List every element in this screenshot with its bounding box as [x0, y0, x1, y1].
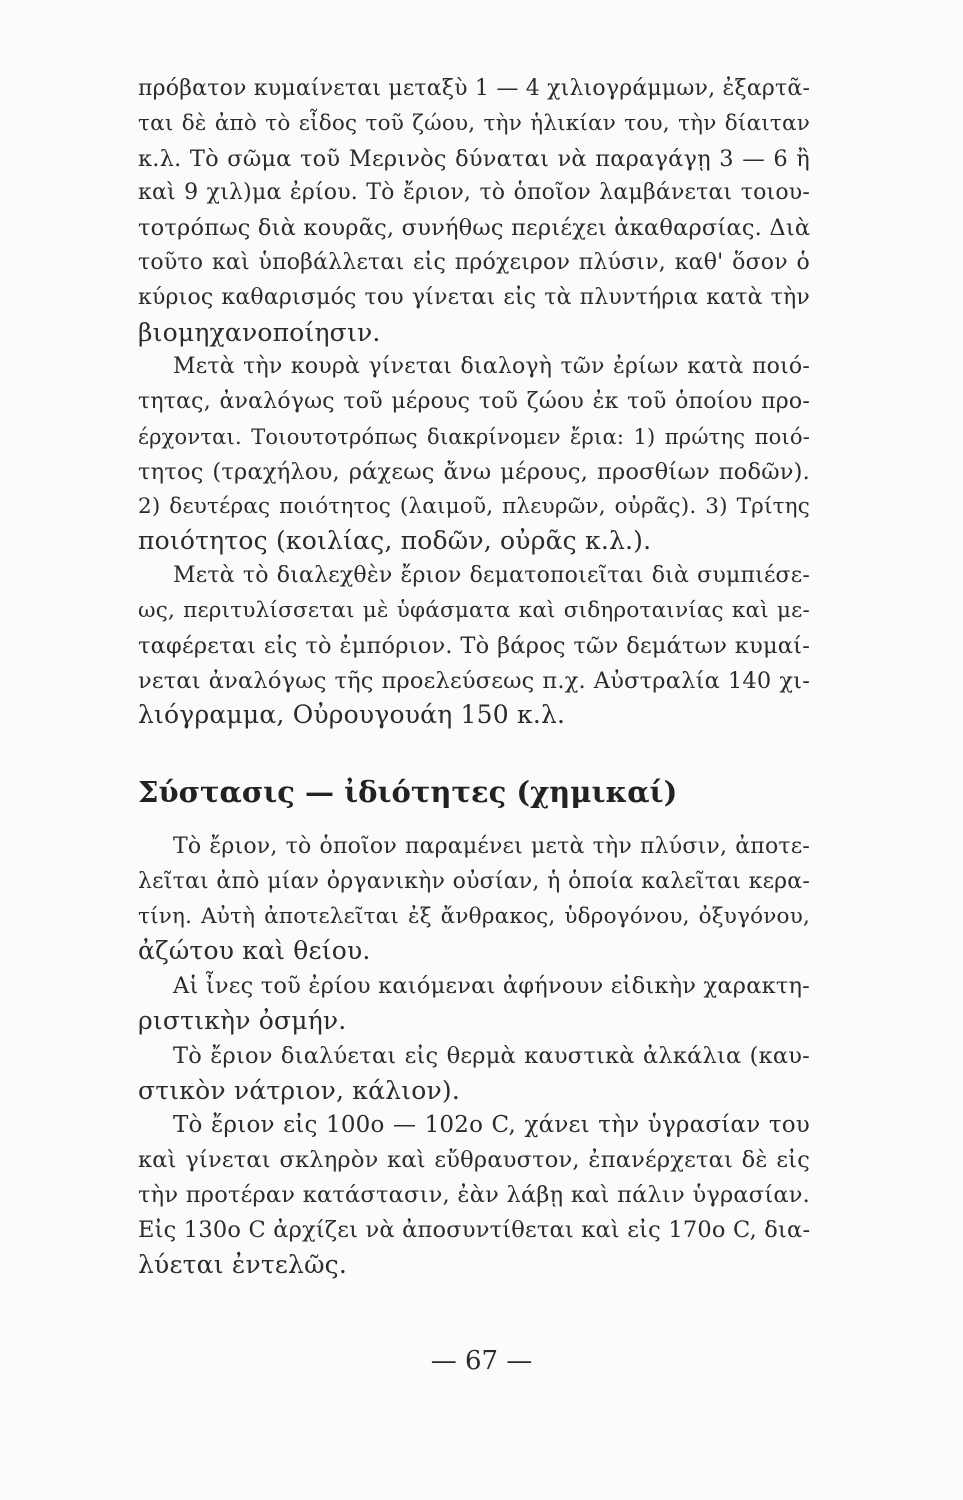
text-line: νεται ἀναλόγως τῆς προελεύσεως π.χ. Αὐστραλία 140 χι-: [138, 667, 810, 694]
text-line: λιόγραμμα, Οὐρουγουάη 150 κ.λ.: [138, 700, 566, 730]
text-line: τοτρόπως διὰ κουρᾶς, συνήθως περιέχει ἀκαθαρσίας. Διὰ: [138, 215, 811, 242]
text-line: καὶ 9 χιλ)μα ἐρίου. Τὸ ἔριον, τὸ ὁποῖον λαμβάνεται τοιου-: [138, 180, 810, 206]
body-text-bottom: [138, 830, 810, 1282]
text-line: ται δὲ ἀπὸ τὸ εἶδος τοῦ ζώου, τὴν ἡλικίαν του, τὴν δίαιταν: [138, 110, 810, 136]
text-line: Μετὰ τὸ διαλεχθὲν ἔριον δεματοποιεῖται διὰ συμπιέσε-: [173, 563, 810, 589]
page-number: — 67 —: [430, 1346, 533, 1376]
text-line: ταφέρεται εἰς τὸ ἐμπόριον. Τὸ βάρος τῶν δεμάτων κυμαί-: [138, 632, 810, 659]
text-line: Τὸ ἔριον εἰς 100ο — 102ο C, χάνει τὴν ὑγρασίαν του: [173, 1112, 810, 1139]
text-line: ἀζώτου καὶ θείου.: [138, 936, 371, 966]
text-line: τοῦτο καὶ ὑποβάλλεται εἰς πρόχειρον πλύσιν, καθ' ὅσον ὁ: [138, 249, 810, 275]
text-line: πρόβατον κυμαίνεται μεταξὺ 1 — 4 χιλιογράμμων, ἐξαρτᾶ-: [138, 76, 811, 101]
text-line: ριστικὴν ὀσμήν.: [138, 1005, 347, 1035]
text-line: καὶ γίνεται σκληρὸν καὶ εὔθραυστον, ἐπανέρχεται δὲ εἰς: [138, 1147, 810, 1174]
text-line: λεῖται ἀπὸ μίαν ὀργανικὴν οὐσίαν, ἡ ὁποία καλεῖται κερα-: [138, 868, 810, 894]
text-line: Εἰς 130ο C ἀρχίζει νὰ ἀποσυντίθεται καὶ εἰς 170ο C, δια-: [138, 1216, 811, 1243]
text-line: τίνη. Αὐτὴ ἀποτελεῖται ἐξ ἄνθρακος, ὑδρογόνου, ὀξυγόνου,: [138, 903, 810, 929]
text-line: στικὸν νάτριον, κάλιον).: [138, 1075, 460, 1105]
text-line: Αἱ ἶνες τοῦ ἐρίου καιόμεναι ἀφήνουν εἰδικὴν χαρακτη-: [173, 973, 810, 1000]
text-line: ποιότητος (κοιλίας, ποδῶν, οὐρᾶς κ.λ.).: [138, 526, 652, 556]
text-line: βιομηχανοποίησιν.: [138, 317, 381, 347]
text-line: τὴν προτέραν κατάστασιν, ἐὰν λάβῃ καὶ πάλιν ὑγρασίαν.: [138, 1181, 810, 1208]
text-line: τητας, ἀναλόγως τοῦ μέρους τοῦ ζώου ἐκ τοῦ ὁποίου προ-: [138, 389, 810, 415]
body-text-top: [138, 72, 810, 733]
text-line: κύριος καθαρισμός του γίνεται εἰς τὰ πλυντήρια κατὰ τὴν: [138, 284, 810, 310]
text-line: Μετὰ τὴν κουρὰ γίνεται διαλογὴ τῶν ἐρίων κατὰ ποιό-: [173, 354, 810, 380]
section-heading: Σύστασις — ἰδιότητες (χημικαί): [138, 775, 678, 809]
text-line: Τὸ ἔριον, τὸ ὁποῖον παραμένει μετὰ τὴν πλύσιν, ἀποτε-: [173, 834, 810, 859]
text-line: κ.λ. Τὸ σῶμα τοῦ Μερινὸς δύναται νὰ παραγάγῃ 3 — 6 ἢ: [138, 145, 810, 172]
text-line: λύεται ἐντελῶς.: [138, 1249, 348, 1279]
text-line: τητος (τραχήλου, ράχεως ἄνω μέρους, προσθίων ποδῶν).: [138, 458, 810, 485]
text-line: έρχονται. Τοιουτοτρόπως διακρίνομεν ἔρια: 1) πρώτης ποιό-: [138, 424, 810, 449]
text-line: Τὸ ἔριον διαλύεται εἰς θερμὰ καυστικὰ ἀλκάλια (καυ-: [173, 1042, 810, 1069]
text-line: 2) δευτέρας ποιότητος (λαιμοῦ, πλευρῶν, οὐρᾶς). 3) Τρίτης: [138, 493, 810, 519]
text-line: ως, περιτυλίσσεται μὲ ὑφάσματα καὶ σιδηροταινίας καὶ με-: [138, 597, 810, 623]
